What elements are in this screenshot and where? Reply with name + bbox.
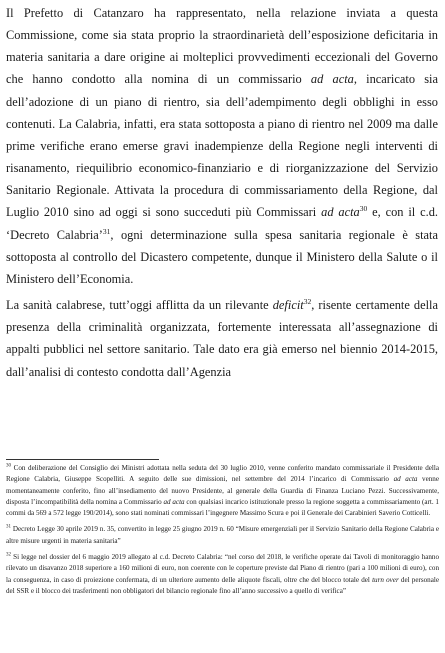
- text-run: Si legge nel dossier del 6 maggio 2019 allegato al c.d. Decreto Calabria: “nel corso del 2018, le verifiche operate dai Tavoli di monitoraggio hanno rilevato un disavanzo 2018 superiore a 160 milioni di euro, non coerente con le coperture previste dal Piano di rientro (pari a 100 milioni di euro), con la conseguenza, in caso di proiezione confermata, di un ulteriore aumento delle aliquote fiscali, oltre che del blocco totale del: [6, 553, 439, 584]
- paragraph: [6, 2, 438, 290]
- paragraph: [6, 294, 438, 383]
- italic-term: deficit: [272, 298, 304, 313]
- footnote-ref: 32: [303, 296, 312, 306]
- text-run: , risente certamente della presenza della criminalità organizzata, fortemente interessata all’assegnazione di appalti pubblici nel settore sanitario. Tale dato era già emerso nel biennio 2014-2015, dall’analisi di contesto condotta dall’Agenzia: [6, 298, 439, 379]
- text-run: venne momentaneamente conferito, fino all’insediamento del nuovo Presidente, al generale della Guardia di Finanza Luciano Pezzi. Successivamente, disposta l’incompatibilità della nomina a Commissario: [6, 475, 439, 506]
- text-run: Il Prefetto di Catanzaro ha rappresentato, nella relazione inviata a questa Commissione, come sia stata proprio la straordinarietà dell’esposizione deficitaria in materia sanitaria a dare origine ai molteplici provvedimenti eccezionali del Governo che hanno condotto alla nomina di un commissario: [6, 6, 438, 87]
- footnote-ref: 30: [359, 204, 368, 214]
- text-run: con qualsiasi incarico istituzionale presso la regione soggetta a commissariamento (art. 1 commi da 569 a 572 legge 190/2014), sono stati nominati commissari l’ingegnere Massimo Scura e poi il Generale dei Carabinieri Saverio Cotticelli.: [6, 497, 439, 518]
- footnote: [6, 552, 439, 597]
- footnotes: [6, 463, 439, 597]
- footnote-number: 30: [6, 463, 11, 469]
- footnote-ref: 31: [102, 226, 111, 236]
- text-run: , ogni determinazione sulla spesa sanitaria regionale è stata sottoposta al controllo del Dicastero competente, dunque il Ministero della Salute o il Ministero dell’Economia.: [6, 227, 438, 286]
- footnote: [6, 463, 439, 519]
- italic-term: ad acta: [393, 475, 418, 484]
- text-run: La sanità calabrese, tutt’oggi afflitta da un rilevante: [6, 298, 273, 313]
- text-run: del personale del SSR e il blocco dei trasferimenti non obbligatori del bilancio regionale fino all’anno successivo a quello di verifica”: [6, 575, 439, 595]
- text-run: Con deliberazione del Consiglio dei Ministri adottata nella seduta del 30 luglio 2010, venne conferito mandato commissariale il Presidente della Regione Calabria, Giuseppe Scopelliti. A seguito delle sue dimissioni, nel settembre del 2014 l’incarico di Commissario: [6, 464, 439, 484]
- italic-term: ad acta: [310, 72, 354, 87]
- italic-term: ad acta: [321, 205, 360, 220]
- main-text: [6, 2, 438, 383]
- footnote: [6, 524, 439, 547]
- text-run: e, con il c.d. ‘Decreto Calabria’: [6, 205, 438, 242]
- footnote-number: 32: [6, 552, 11, 558]
- text-run: Decreto Legge 30 aprile 2019 n. 35, convertito in legge 25 giugno 2019 n. 60 “Misure emergenziali per il Servizio Sanitario della Regione Calabria e altre misure urgenti in materia sanitaria”: [6, 525, 439, 545]
- footnote-separator: [6, 459, 159, 460]
- italic-term: ad acta: [163, 497, 185, 506]
- text-run: , incaricato sia dell’adozione di un piano di rientro, sia dell’adempimento degli obblighi in esso contenuti. La Calabria, infatti, era stata sottoposta a piano di rientro nel 2009 ma dalle prime verifiche erano emerse gravi inadempienze della Regione negli interventi di risanamento, riequilibrio economico-finanziario e di riorganizzazione del Servizio Sanitario Regionale. Attivata la procedura di commissariamento della Regione, dal Luglio 2010 sino ad oggi si sono succeduti più Commissari: [6, 72, 438, 220]
- footnote-number: 31: [6, 525, 11, 531]
- italic-term: turn over: [372, 575, 399, 584]
